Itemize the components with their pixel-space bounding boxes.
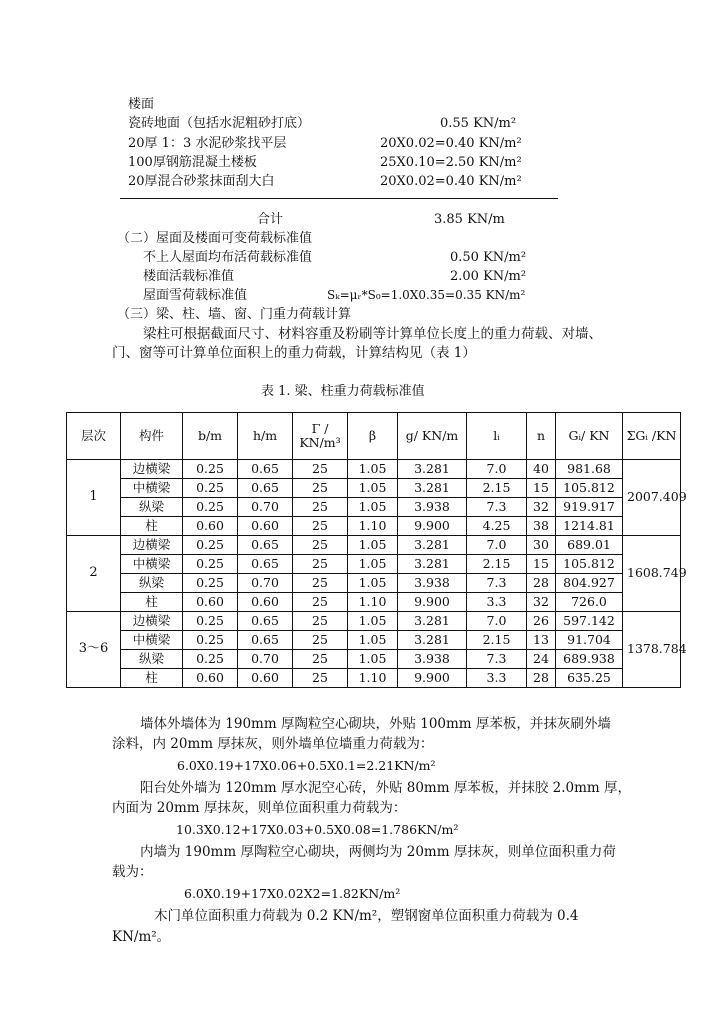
beam-column-load-table xyxy=(66,412,687,688)
table-cell: 0.65 xyxy=(238,612,293,631)
table-cell: 9.900 xyxy=(398,669,467,688)
table-header-row xyxy=(67,413,681,460)
table-cell: 0.70 xyxy=(238,650,293,669)
table-cell: 38 xyxy=(527,517,556,536)
sum-rule xyxy=(120,198,558,199)
table-cell: 柱 xyxy=(121,669,183,688)
table-cell: 3.281 xyxy=(398,612,467,631)
table-cell: 1.05 xyxy=(348,498,398,517)
table-cell: 25 xyxy=(293,479,348,498)
walls-paragraph-line: 阳台处外墙为 120mm 厚水泥空心砖，外贴 80mm 厚苯板，并抹胶 2.0mm 厚， xyxy=(140,780,631,796)
table-cell: 3.938 xyxy=(398,574,467,593)
table-cell: 26 xyxy=(527,612,556,631)
table-cell: 24 xyxy=(527,650,556,669)
table-cell: 纵梁 xyxy=(121,498,183,517)
table-cell: 1.10 xyxy=(348,517,398,536)
table-cell: 9.900 xyxy=(398,593,467,612)
header-Gi: Gᵢ/ KN xyxy=(556,413,623,460)
table-cell: 0.60 xyxy=(183,593,238,612)
table-cell: 0.25 xyxy=(183,574,238,593)
table-cell: 7.0 xyxy=(467,460,527,479)
table-cell: 3.938 xyxy=(398,498,467,517)
walls-paragraph-line: 墙体外墙体为 190mm 厚陶粒空心砌块，外贴 100mm 厚苯板，并抹灰刷外墙 xyxy=(140,716,611,732)
table-row xyxy=(67,498,681,517)
level-cell: 2 xyxy=(67,536,121,612)
table-row xyxy=(67,555,681,574)
table-cell: 25 xyxy=(293,555,348,574)
table-cell: 0.25 xyxy=(183,479,238,498)
floor-item-value: 25X0.10=2.50 KN/m² xyxy=(380,155,522,170)
table-row xyxy=(67,650,681,669)
table-cell: 40 xyxy=(527,460,556,479)
floor-total-label: 合计 xyxy=(257,212,284,227)
table-cell: 0.65 xyxy=(238,536,293,555)
table-cell: 689.01 xyxy=(556,536,623,555)
table-cell: 0.65 xyxy=(238,479,293,498)
table-cell: 25 xyxy=(293,593,348,612)
table-cell: 689.938 xyxy=(556,650,623,669)
table-cell: 0.25 xyxy=(183,498,238,517)
table-cell: 0.60 xyxy=(183,669,238,688)
table-cell: 柱 xyxy=(121,593,183,612)
table-cell: 3.281 xyxy=(398,460,467,479)
table-cell: 4.25 xyxy=(467,517,527,536)
table-cell: 0.25 xyxy=(183,612,238,631)
table-cell: 1.05 xyxy=(348,574,398,593)
table-cell: 3.938 xyxy=(398,650,467,669)
walls-paragraph-line: 载为： xyxy=(112,864,153,880)
table-cell: 2.15 xyxy=(467,631,527,650)
table-cell: 纵梁 xyxy=(121,650,183,669)
table-cell: 32 xyxy=(527,593,556,612)
table-cell: 0.25 xyxy=(183,460,238,479)
table-cell: 105.812 xyxy=(556,555,623,574)
table-cell: 3.281 xyxy=(398,479,467,498)
table-cell: 0.60 xyxy=(238,593,293,612)
header-length: lᵢ xyxy=(467,413,527,460)
floor-total-value: 3.85 KN/m xyxy=(434,212,505,227)
table-row xyxy=(67,669,681,688)
table-cell: 0.65 xyxy=(238,460,293,479)
table-cell: 25 xyxy=(293,631,348,650)
table-cell: 25 xyxy=(293,517,348,536)
table-cell: 7.3 xyxy=(467,650,527,669)
table-cell: 0.65 xyxy=(238,631,293,650)
table-cell: 91.704 xyxy=(556,631,623,650)
header-sum-Gi: ΣGᵢ /KN xyxy=(623,413,681,460)
table-cell: 7.0 xyxy=(467,612,527,631)
table-cell: 25 xyxy=(293,460,348,479)
header-n: n xyxy=(527,413,556,460)
table-cell: 0.25 xyxy=(183,536,238,555)
table-cell: 1.10 xyxy=(348,593,398,612)
table-cell: 3.281 xyxy=(398,555,467,574)
table-cell: 1.05 xyxy=(348,536,398,555)
table-cell: 726.0 xyxy=(556,593,623,612)
live-item-label: 不上人屋面均布活荷载标准值 xyxy=(143,250,313,265)
sum-cell: 1378.784 xyxy=(623,612,681,688)
table-cell: 32 xyxy=(527,498,556,517)
table-cell: 1.05 xyxy=(348,479,398,498)
table-cell: 0.25 xyxy=(183,650,238,669)
table-cell: 0.65 xyxy=(238,555,293,574)
table-cell: 纵梁 xyxy=(121,574,183,593)
gravity-paragraph-line: 门、窗等可计算单位面积上的重力荷载，计算结构见（表 1） xyxy=(112,345,476,361)
table-cell: 15 xyxy=(527,479,556,498)
table-cell: 0.60 xyxy=(183,517,238,536)
floor-item-label: 20厚混合砂浆抹面刮大白 xyxy=(128,174,275,189)
walls-paragraph-line: 木门单位面积重力荷载为 0.2 KN/m²，塑钢窗单位面积重力荷载为 0.4 xyxy=(154,908,579,924)
table-cell: 7.3 xyxy=(467,574,527,593)
sum-cell: 2007.409 xyxy=(623,460,681,536)
walls-formula: 10.3X0.12+17X0.03+0.5X0.08=1.786KN/m² xyxy=(176,822,459,837)
table-cell: 9.900 xyxy=(398,517,467,536)
live-item-value: 0.50 KN/m² xyxy=(450,250,527,265)
table-cell: 597.142 xyxy=(556,612,623,631)
table-cell: 0.25 xyxy=(183,631,238,650)
floor-item-value: 20X0.02=0.40 KN/m² xyxy=(380,136,522,151)
table-cell: 25 xyxy=(293,650,348,669)
table-cell: 919.917 xyxy=(556,498,623,517)
table-cell: 1214.81 xyxy=(556,517,623,536)
table-cell: 1.05 xyxy=(348,631,398,650)
table-cell: 中横梁 xyxy=(121,631,183,650)
header-b: b/m xyxy=(183,413,238,460)
table-cell: 15 xyxy=(527,555,556,574)
walls-paragraph-line: 内墙为 190mm 厚陶粒空心砌块，两侧均为 20mm 厚抹灰，则单位面积重力荷 xyxy=(140,844,616,860)
table-row xyxy=(67,460,681,479)
table-row xyxy=(67,517,681,536)
table-cell: 2.15 xyxy=(467,479,527,498)
table-cell: 25 xyxy=(293,536,348,555)
table-cell: 边横梁 xyxy=(121,460,183,479)
header-member: 构件 xyxy=(121,413,183,460)
table-cell: 7.3 xyxy=(467,498,527,517)
table-cell: 981.68 xyxy=(556,460,623,479)
floor-item-label: 瓷砖地面（包括水泥粗砂打底） xyxy=(128,116,311,131)
table-cell: 804.927 xyxy=(556,574,623,593)
walls-paragraph-line: 涂料，内 20mm 厚抹灰，则外墙单位墙重力荷载为： xyxy=(112,736,434,752)
table-cell: 25 xyxy=(293,612,348,631)
table-cell: 中横梁 xyxy=(121,555,183,574)
sum-cell: 1608.749 xyxy=(623,536,681,612)
floor-item-value: 20X0.02=0.40 KN/m² xyxy=(380,174,522,189)
table-cell: 28 xyxy=(527,574,556,593)
table-cell: 1.05 xyxy=(348,650,398,669)
table-cell: 1.05 xyxy=(348,612,398,631)
header-beta: β xyxy=(348,413,398,460)
table-row xyxy=(67,612,681,631)
table-cell: 0.60 xyxy=(238,669,293,688)
table-cell: 1.10 xyxy=(348,669,398,688)
table-caption: 表 1. 梁、柱重力荷载标准值 xyxy=(261,384,425,399)
table-cell: 28 xyxy=(527,669,556,688)
header-gamma: Γ / KN/m³ xyxy=(293,413,348,460)
table-cell: 13 xyxy=(527,631,556,650)
table-cell: 30 xyxy=(527,536,556,555)
table-cell: 0.25 xyxy=(183,555,238,574)
table-cell: 3.3 xyxy=(467,593,527,612)
floor-item-value: 0.55 KN/m² xyxy=(440,116,517,131)
table-cell: 25 xyxy=(293,574,348,593)
walls-formula: 6.0X0.19+17X0.06+0.5X0.1=2.21KN/m² xyxy=(177,758,436,773)
level-cell: 3～6 xyxy=(67,612,121,688)
floor-item-label: 20厚 1：3 水泥砂浆找平层 xyxy=(128,136,287,151)
live-item-value: 2.00 KN/m² xyxy=(450,269,527,284)
header-h: h/m xyxy=(238,413,293,460)
table-cell: 中横梁 xyxy=(121,479,183,498)
table-row xyxy=(67,536,681,555)
table-row xyxy=(67,631,681,650)
header-level: 层次 xyxy=(67,413,121,460)
table-cell: 0.70 xyxy=(238,574,293,593)
level-cell: 1 xyxy=(67,460,121,536)
table-cell: 3.281 xyxy=(398,631,467,650)
table-cell: 105.812 xyxy=(556,479,623,498)
table-cell: 3.3 xyxy=(467,669,527,688)
table-row xyxy=(67,574,681,593)
table-cell: 2.15 xyxy=(467,555,527,574)
floor-section-title: 楼面 xyxy=(128,97,155,112)
table-cell: 7.0 xyxy=(467,536,527,555)
table-row xyxy=(67,479,681,498)
table-cell: 边横梁 xyxy=(121,536,183,555)
table-cell: 1.05 xyxy=(348,555,398,574)
walls-paragraph-line: 内面为 20mm 厚抹灰，则单位面积重力荷载为： xyxy=(112,800,407,816)
gravity-section-heading: （三）梁、柱、墙、窗、门重力荷载计算 xyxy=(117,307,352,322)
table-cell: 0.60 xyxy=(238,517,293,536)
table-cell: 635.25 xyxy=(556,669,623,688)
header-g: g/ KN/m xyxy=(398,413,467,460)
table-cell: 25 xyxy=(293,498,348,517)
table-cell: 0.70 xyxy=(238,498,293,517)
table-cell: 1.05 xyxy=(348,460,398,479)
table-row xyxy=(67,593,681,612)
live-item-label: 楼面活载标准值 xyxy=(143,269,235,284)
live-item-label: 屋面雪荷载标准值 xyxy=(143,288,248,303)
live-item-value: Sₖ=μᵣ*S₀=1.0X0.35=0.35 KN/m² xyxy=(327,288,526,302)
gravity-paragraph-line: 梁柱可根据截面尺寸、材料容重及粉刷等计算单位长度上的重力荷载、对墙、 xyxy=(143,326,602,342)
walls-paragraph-line: KN/m²。 xyxy=(112,929,171,945)
live-section-heading: （二）屋面及楼面可变荷载标准值 xyxy=(117,231,313,246)
table-cell: 边横梁 xyxy=(121,612,183,631)
table-cell: 柱 xyxy=(121,517,183,536)
table-cell: 3.281 xyxy=(398,536,467,555)
walls-formula: 6.0X0.19+17X0.02X2=1.82KN/m² xyxy=(184,886,401,901)
floor-item-label: 100厚钢筋混凝土楼板 xyxy=(128,155,257,170)
table-cell: 25 xyxy=(293,669,348,688)
